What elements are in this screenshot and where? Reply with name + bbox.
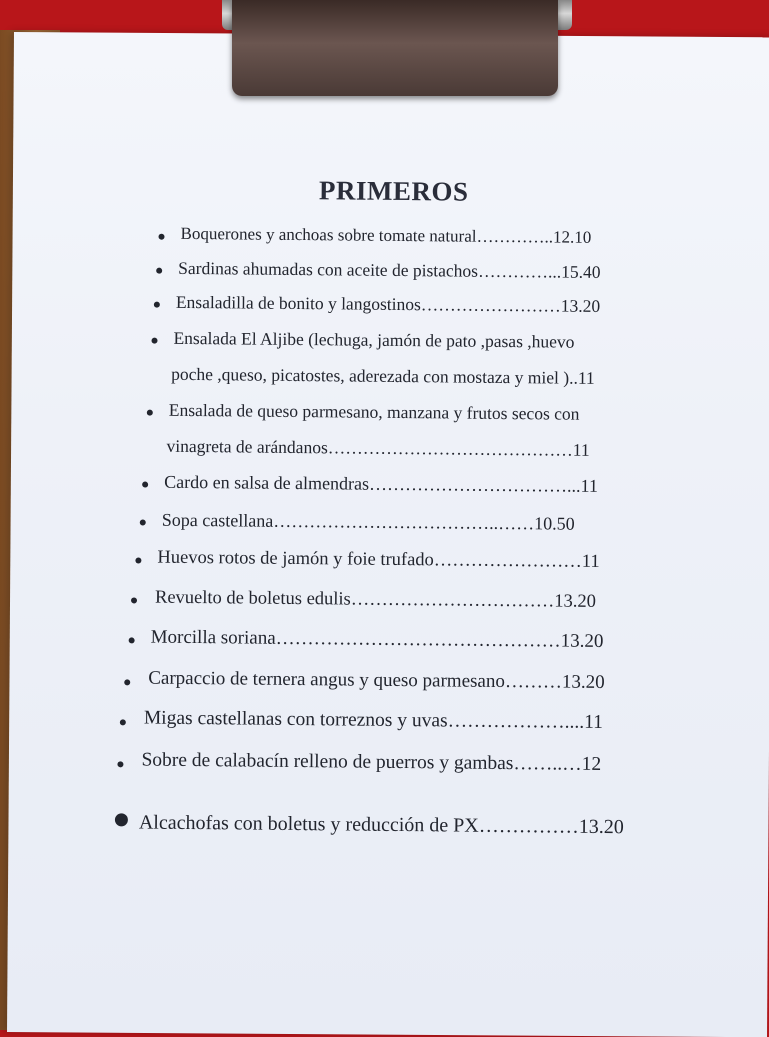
bullet-icon (120, 719, 126, 725)
bullet-icon (124, 679, 130, 685)
menu-item-huevos: Huevos rotos de jamón y foie trufado……………………11 (157, 547, 600, 572)
bullet-icon (117, 761, 123, 767)
bullet-icon (115, 813, 128, 826)
bullet-icon (147, 410, 153, 416)
menu-item-carpaccio: Carpaccio de ternera angus y queso parmesano………13.20 (148, 667, 605, 693)
menu-item-sardinas: Sardinas ahumadas con aceite de pistachos…………...15.40 (178, 257, 601, 282)
menu-item-morcilla: Morcilla soriana………………………………………13.20 (150, 626, 604, 652)
menu-item-migas: Migas castellanas con torreznos y uvas………………....11 (143, 707, 604, 733)
bullet-icon (156, 268, 162, 274)
bullet-icon (158, 234, 164, 240)
bullet-icon (140, 520, 146, 526)
menu-item-cardo: Cardo en salsa de almendras……………………………...11 (164, 471, 599, 496)
bullet-icon (129, 637, 135, 643)
menu-item-ensalada-aljibe-line2: poche ,queso, picatostes, aderezada con mostaza y miel )..11 (171, 363, 595, 388)
menu-item-ensalada-queso-line2: vinagreta de arándanos……………………………………11 (166, 435, 590, 460)
bullet-icon (131, 597, 137, 603)
menu-item-ensaladilla: Ensaladilla de bonito y langostinos……………………13.20 (175, 291, 601, 316)
bullet-icon (151, 338, 157, 344)
menu-item-sobre-calabacin: Sobre de calabacín relleno de puerros y gambas……..…12 (141, 749, 602, 775)
menu-item-sopa: Sopa castellana………………………………..……10.50 (161, 509, 575, 534)
menu-title: PRIMEROS (318, 175, 469, 207)
bullet-icon (154, 302, 160, 308)
menu-item-ensalada-aljibe-line1: Ensalada El Aljibe (lechuga, jamón de pato ,pasas ,huevo (173, 327, 575, 352)
bullet-icon (142, 482, 148, 488)
menu-item-boquerones: Boquerones y anchoas sobre tomate natural…………..12.10 (180, 223, 592, 247)
menu-item-alcachofas: Alcachofas con boletus y reducción de PX……………13.20 (138, 811, 624, 839)
menu-item-revuelto: Revuelto de boletus edulis……………………………13.20 (154, 587, 597, 612)
menu-item-ensalada-queso-line1: Ensalada de queso parmesano, manzana y frutos secos con (168, 399, 580, 424)
bullet-icon (135, 557, 141, 563)
